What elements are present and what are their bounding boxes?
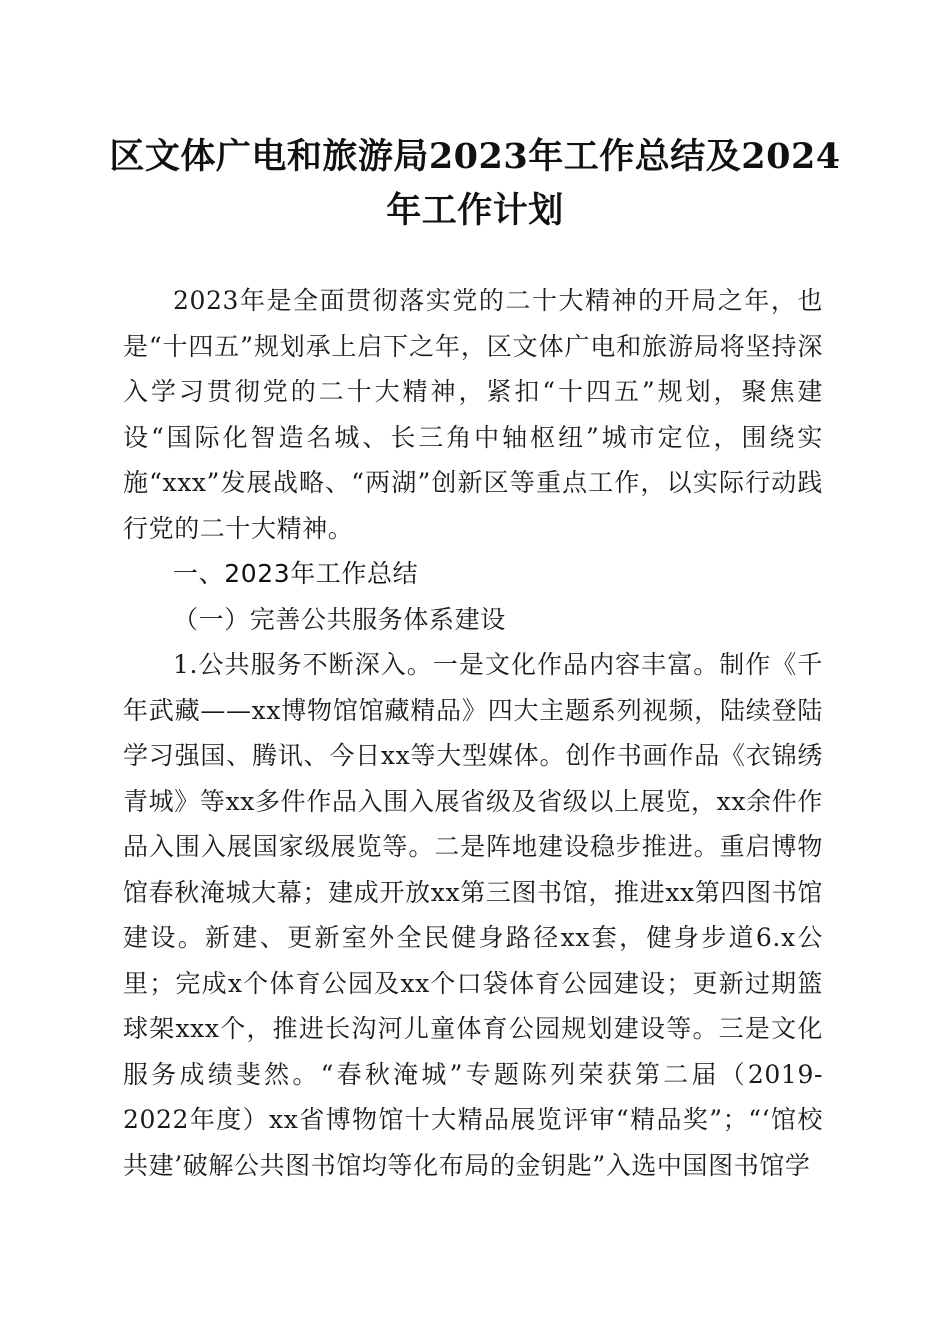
intro-paragraph: 2023年是全面贯彻落实党的二十大精神的开局之年，也是“十四五”规划承上启下之年，区文体广电和旅游局将坚持深入学习贯彻党的二十大精神，紧扣“十四五”规划，聚焦建设“国际化智造名城、长三角中轴枢纽”城市定位，围绕实施“xxx”发展战略、“两湖”创新区等重点工作，以实际行动践行党的二十大精神。	[123, 286, 823, 543]
document-body	[123, 278, 823, 1188]
document-title: 区文体广电和旅游局2023年工作总结及2024年工作计划	[109, 136, 841, 231]
body-paragraph: 1.公共服务不断深入。一是文化作品内容丰富。制作《千年武藏——xx博物馆馆藏精品》四大主题系列视频，陆续登陆学习强国、腾讯、今日xx等大型媒体。创作书画作品《衣锦绣青城》等xx多件作品入围入展省级及省级以上展览，xx余件作品入围入展国家级展览等。二是阵地建设稳步推进。重启博物馆春秋淹城大幕；建成开放xx第三图书馆，推进xx第四图书馆建设。新建、更新室外全民健身路径xx套，健身步道6.x公里；完成x个体育公园及xx个口袋体育公园建设；更新过期篮球架xxx个，推进长沟河儿童体育公园规划建设等。三是文化服务成绩斐然。“春秋淹城”专题陈列荣获第二届（2019-2022年度）xx省博物馆十大精品展览评审“精品奖”；“‘馆校共建’破解公共图书馆均等化布局的金钥匙”入选中国图书馆学	[123, 650, 823, 1180]
section-heading: 一、2023年工作总结	[173, 559, 419, 588]
subsection-heading: （一）完善公共服务体系建设	[173, 604, 506, 634]
